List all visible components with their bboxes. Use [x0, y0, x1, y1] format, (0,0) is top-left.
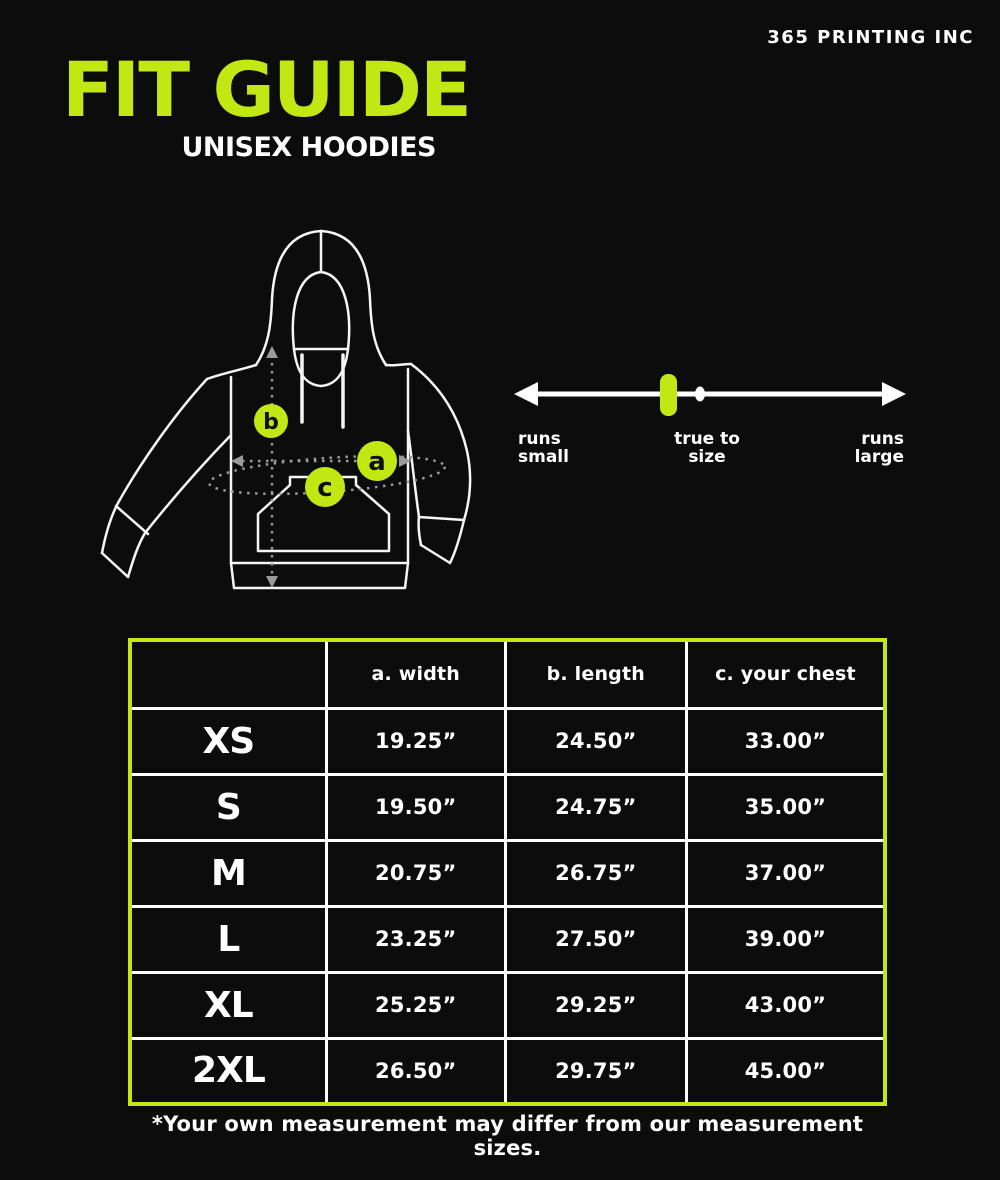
size-label: XS — [130, 708, 326, 774]
column-header-chest: c. your chest — [686, 640, 885, 708]
column-header-length: b. length — [505, 640, 686, 708]
point-a-label: a — [368, 447, 386, 477]
point-b-label: b — [263, 410, 279, 435]
length-value: 29.25” — [505, 972, 686, 1038]
length-value: 24.75” — [505, 774, 686, 840]
size-chart-row — [130, 972, 885, 1038]
hoodie-outline — [102, 231, 470, 588]
size-chart-row — [130, 906, 885, 972]
size-chart-row — [130, 840, 885, 906]
hoodie-sketch — [100, 225, 500, 605]
chest-value: 39.00” — [686, 906, 885, 972]
length-value: 29.75” — [505, 1038, 686, 1104]
page-subtitle: UNISEX HOODIES — [181, 132, 436, 163]
size-chart — [128, 638, 887, 1105]
size-label: S — [130, 774, 326, 840]
hoodie-diagram — [100, 225, 500, 605]
scale-left-arrow — [514, 382, 538, 406]
length-value: 26.75” — [505, 840, 686, 906]
width-value: 19.25” — [326, 708, 505, 774]
length-value: 27.50” — [505, 906, 686, 972]
fit-scale — [510, 350, 910, 490]
size-chart-table — [128, 638, 887, 1106]
point-c-label: c — [317, 473, 333, 503]
size-label: L — [130, 906, 326, 972]
diagram-point-markers — [254, 404, 397, 507]
scale-label-true-to-size: true to size — [674, 429, 740, 468]
width-value: 23.25” — [326, 906, 505, 972]
width-value: 19.50” — [326, 774, 505, 840]
scale-label-runs-large: runs large — [854, 429, 904, 468]
scale-right-arrow — [882, 382, 906, 406]
chest-value: 33.00” — [686, 708, 885, 774]
chest-value: 43.00” — [686, 972, 885, 1038]
size-chart-row — [130, 708, 885, 774]
length-value: 24.50” — [505, 708, 686, 774]
fit-scale-axis — [510, 350, 910, 422]
measurement-footnote: *Your own measurement may differ from our measurement sizes. — [151, 1112, 864, 1160]
chest-value: 45.00” — [686, 1038, 885, 1104]
size-chart-row — [130, 774, 885, 840]
header — [62, 45, 470, 163]
size-label: M — [130, 840, 326, 906]
width-value: 26.50” — [326, 1038, 505, 1104]
page-title: FIT GUIDE — [62, 45, 470, 134]
column-header-width: a. width — [326, 640, 505, 708]
measurement-guides — [208, 355, 446, 579]
brand-name: 365 PRINTING INC — [767, 27, 974, 48]
size-chart-row — [130, 1038, 885, 1104]
column-header-size — [130, 640, 326, 708]
size-label: 2XL — [130, 1038, 326, 1104]
fit-marker — [660, 374, 677, 416]
size-chart-header-row — [130, 640, 885, 708]
size-label: XL — [130, 972, 326, 1038]
width-value: 25.25” — [326, 972, 505, 1038]
chest-value: 37.00” — [686, 840, 885, 906]
scale-label-runs-small: runs small — [518, 429, 569, 468]
width-value: 20.75” — [326, 840, 505, 906]
chest-value: 35.00” — [686, 774, 885, 840]
true-to-size-tick — [695, 387, 705, 402]
